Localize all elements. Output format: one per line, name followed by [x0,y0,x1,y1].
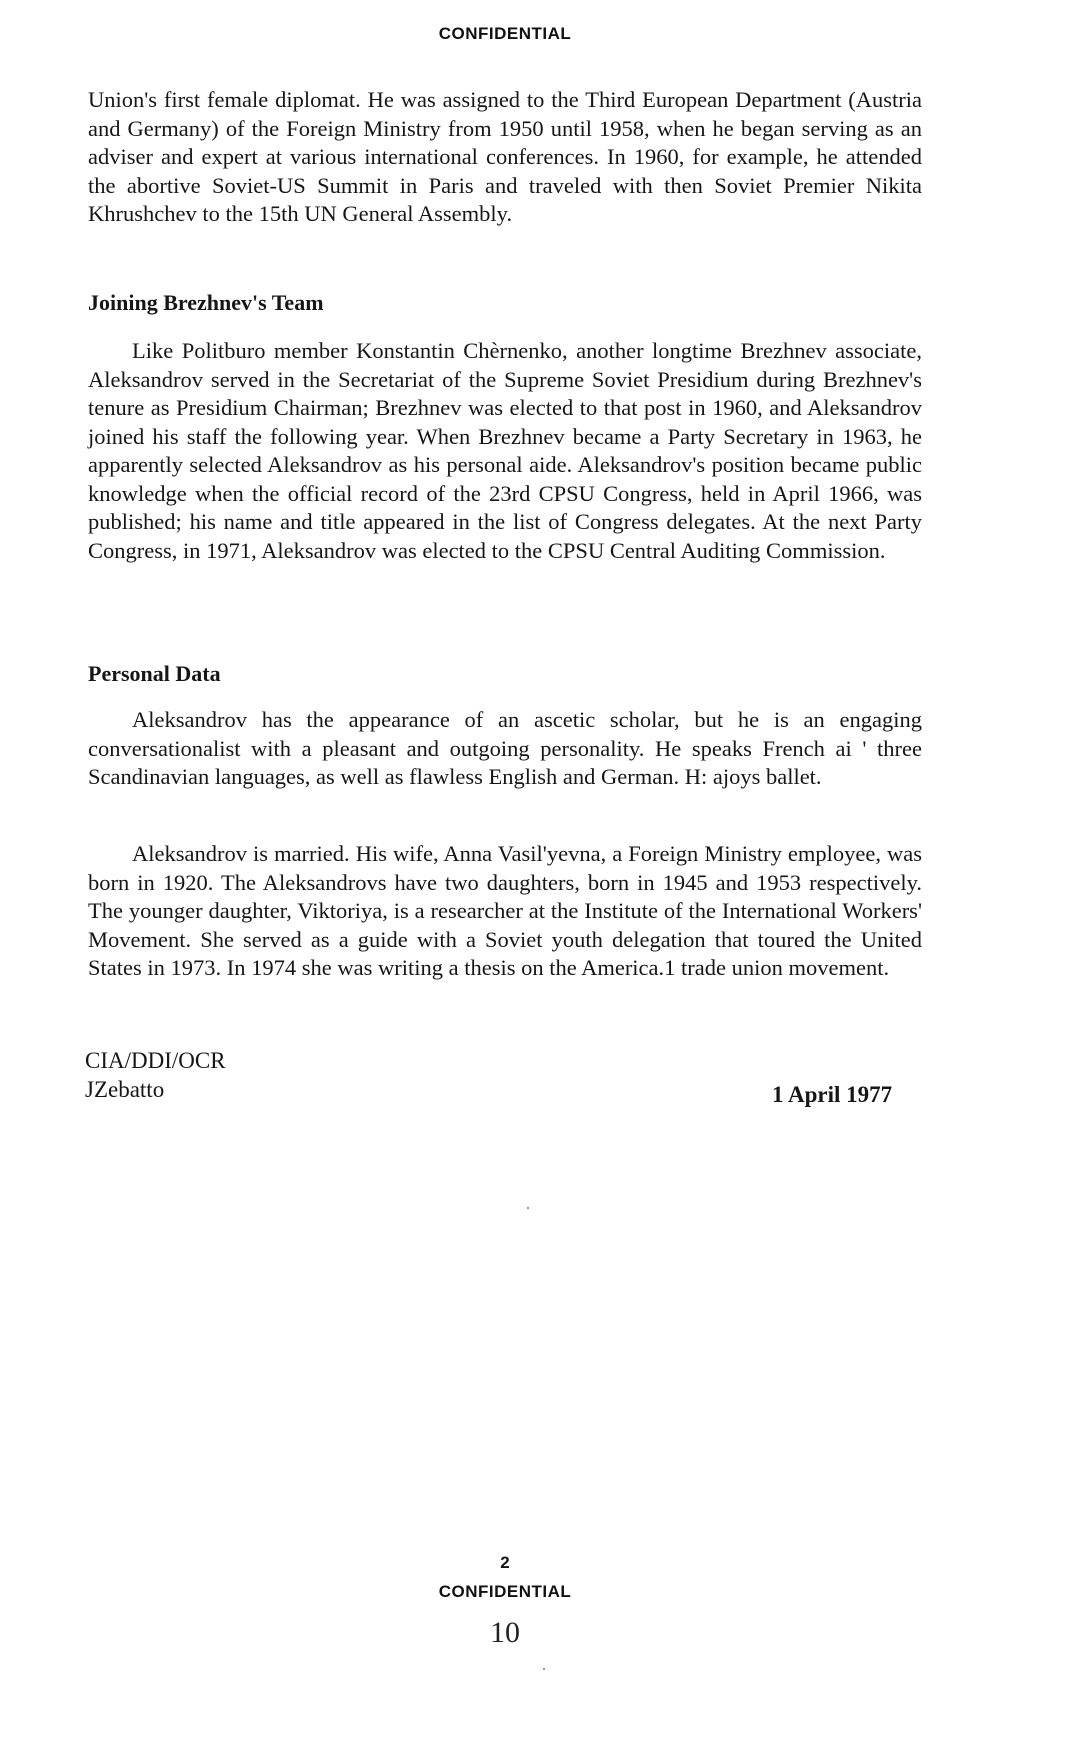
footer-classification: CONFIDENTIAL [438,1582,572,1601]
page-number: 2 [500,1553,510,1572]
header-classification: CONFIDENTIAL [438,24,572,43]
paragraph-brezhnev-team: Like Politburo member Konstantin Chèrnenko, another longtime Brezhnev associate, Aleksandrov served in the Secretariat of the Supreme Soviet Presidium during Brezhnev's tenure as Presidium Chairman; Brezhnev was elected to that post in 1960, and Aleksandrov joined his staff the following year. When Brezhnev became a Party Secretary in 1963, he apparently selected Aleksandrov as his personal aide. Aleksandrov's position became public knowledge when the official record of the 23rd CPSU Congress, held in April 1966, was published; his name and title appeared in the list of Congress delegates. At the next Party Congress, in 1971, Aleksandrov was elected to the CPSU Central Auditing Commission. [88,338,922,563]
originating-office: CIA/DDI/OCR [85,1048,226,1073]
scan-speck [527,1207,529,1209]
paragraph-family: Aleksandrov is married. His wife, Anna Vasil'yevna, a Foreign Ministry employee, was born in 1920. The Aleksandrovs have two daughters, born in 1945 and 1953 respectively. The younger daughter, Viktoriya, is a researcher at the Institute of the International Workers' Movement. She served as a guide with a Soviet youth delegation that toured the United States in 1973. In 1974 she was writing a thesis on the America.1 trade union movement. [88,841,922,980]
section-heading-brezhnev-team: Joining Brezhnev's Team [88,290,324,315]
scan-speck [543,1668,545,1670]
author-name: JZebatto [85,1077,165,1102]
paragraph-personality: Aleksandrov has the appearance of an ascetic scholar, but he is an engaging conversationalist with a pleasant and outgoing personality. He speaks French ai ' three Scandinavian languages, as well as flawless English and German. H: ajoys ballet. [88,707,922,789]
document-date: 1 April 1977 [772,1082,893,1107]
section-heading-personal-data: Personal Data [88,661,221,686]
handwritten-page-number: 10 [490,1616,520,1649]
paragraph-career: Union's first female diplomat. He was assigned to the Third European Department (Austria and Germany) of the Foreign Ministry from 1950 until 1958, when he began serving as an adviser and expert at various international conferences. In 1960, for example, he attended the abortive Soviet-US Summit in Paris and traveled with then Soviet Premier Nikita Khrushchev to the 15th UN General Assembly. [88,87,922,226]
